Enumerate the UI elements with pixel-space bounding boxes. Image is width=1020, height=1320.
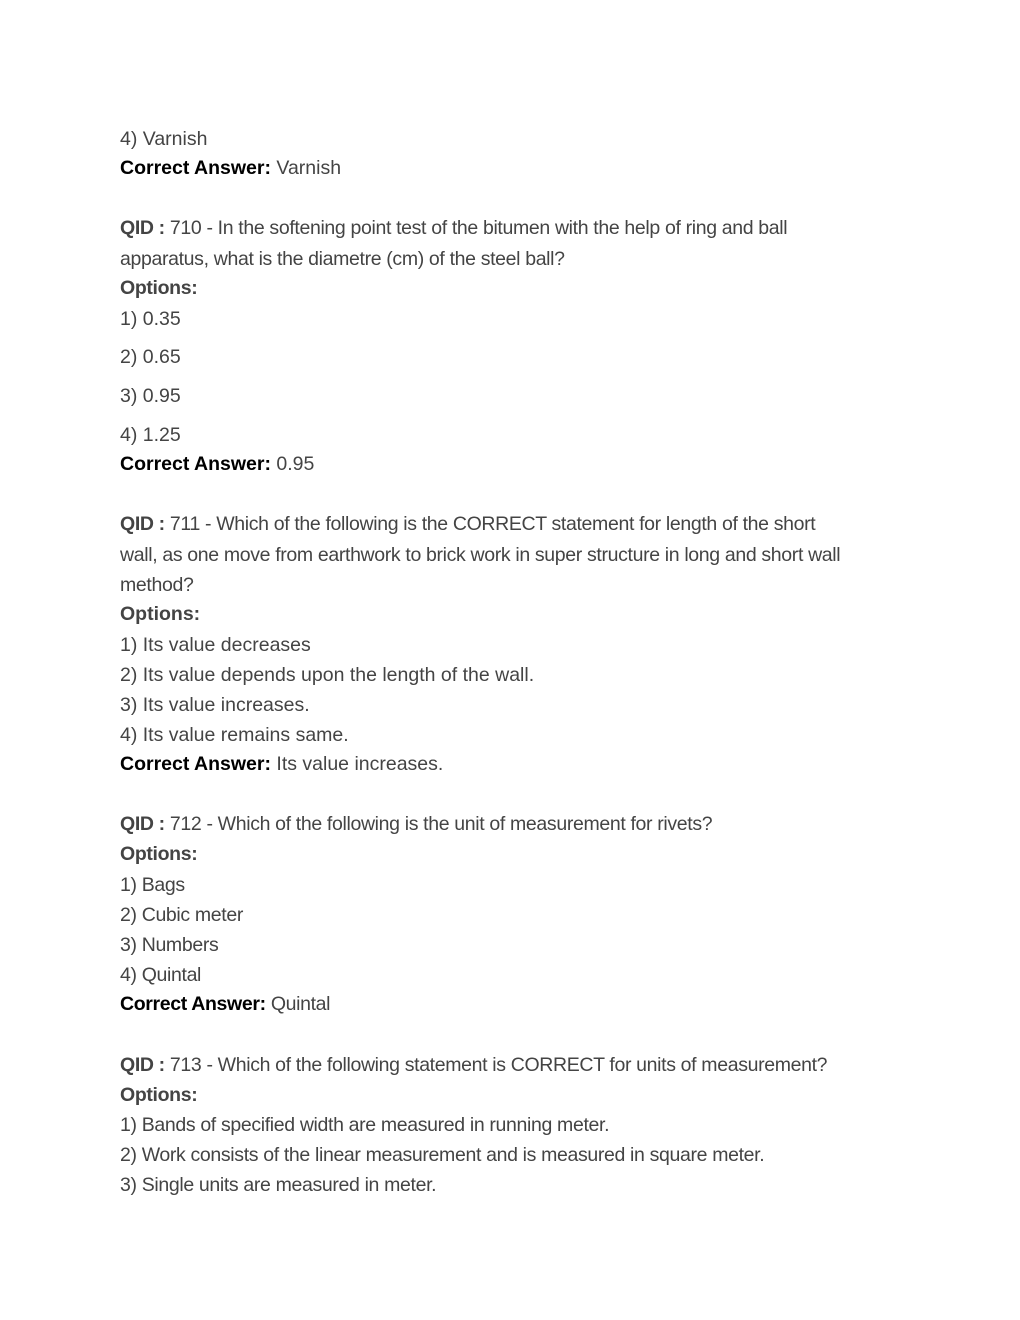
option-item: 4) Its value remains same.	[120, 724, 349, 746]
qid-label: QID :	[120, 813, 165, 835]
correct-answer-value: Varnish	[276, 157, 342, 179]
option-item: 1) Bands of specified width are measured in running meter.	[120, 1114, 610, 1136]
question-text-cont: apparatus, what is the diametre (cm) of the steel ball?	[120, 248, 565, 270]
question-text: QID : 711 - Which of the following is the CORRECT statement for length of the short	[120, 513, 816, 535]
option-item: 2) Cubic meter	[120, 904, 243, 926]
option-item: 4) 1.25	[120, 424, 181, 446]
question-text: QID : 710 - In the softening point test of the bitumen with the help of ring and ball	[120, 217, 788, 239]
option-item: 1) Its value decreases	[120, 634, 311, 656]
correct-answer-line	[120, 156, 341, 180]
options-label: Options:	[120, 277, 198, 299]
correct-answer-line	[120, 992, 330, 1016]
option-item: 4) Varnish	[120, 128, 208, 150]
options-label: Options:	[120, 1084, 198, 1106]
option-item: 3) Single units are measured in meter.	[120, 1174, 437, 1196]
qid-label: QID :	[120, 1054, 165, 1076]
option-item: 3) Its value increases.	[120, 694, 310, 716]
qid-label: QID :	[120, 513, 165, 535]
option-item: 3) 0.95	[120, 385, 181, 407]
correct-answer-value: Quintal	[270, 993, 331, 1015]
option-item: 1) 0.35	[120, 308, 181, 330]
correct-answer-value: 0.95	[276, 453, 315, 475]
qid-label: QID :	[120, 217, 165, 239]
correct-answer-label: Correct Answer:	[120, 993, 266, 1015]
question-text-cont: wall, as one move from earthwork to brick work in super structure in long and short wall	[120, 544, 841, 566]
option-item: 3) Numbers	[120, 934, 219, 956]
correct-answer-label: Correct Answer:	[120, 453, 271, 475]
option-item: 2) 0.65	[120, 346, 181, 368]
option-item: 4) Quintal	[120, 964, 202, 986]
option-item: 2) Work consists of the linear measurement and is measured in square meter.	[120, 1144, 765, 1166]
question-text: QID : 713 - Which of the following statement is CORRECT for units of measurement?	[120, 1054, 828, 1076]
options-label: Options:	[120, 843, 198, 865]
correct-answer-line	[120, 452, 314, 476]
question-text: QID : 712 - Which of the following is the unit of measurement for rivets?	[120, 813, 713, 835]
option-item: 2) Its value depends upon the length of the wall.	[120, 664, 535, 686]
correct-answer-label: Correct Answer:	[120, 753, 271, 775]
correct-answer-line	[120, 752, 443, 776]
option-item: 1) Bags	[120, 874, 185, 896]
correct-answer-value: Its value increases.	[276, 753, 444, 775]
correct-answer-label: Correct Answer:	[120, 157, 271, 179]
options-label: Options:	[120, 603, 201, 625]
question-text-cont: method?	[120, 574, 194, 596]
